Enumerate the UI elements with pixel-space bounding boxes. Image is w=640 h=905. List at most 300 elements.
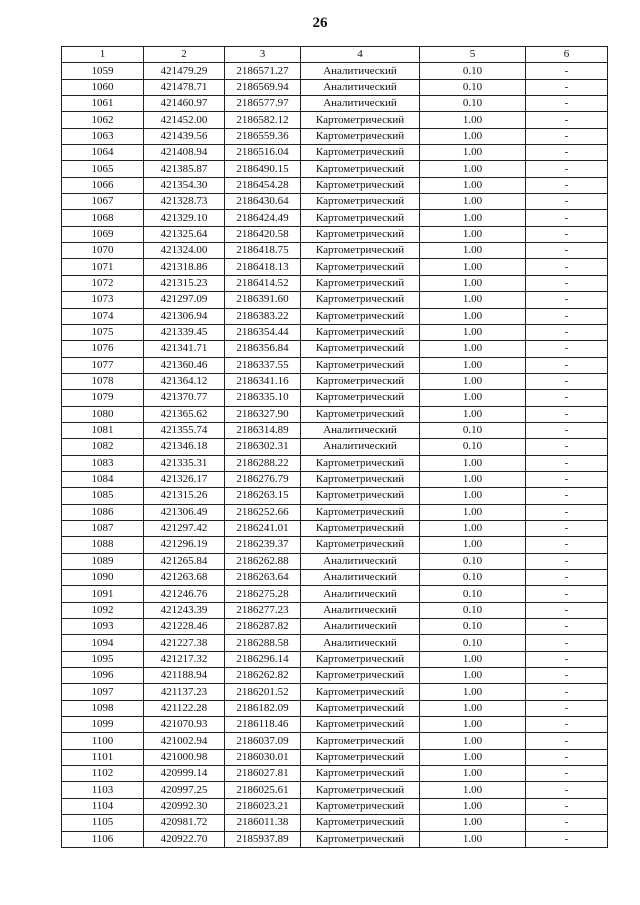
x-coordinate-cell: 421297.42 [144, 520, 225, 536]
y-coordinate-cell: 2186559.36 [225, 128, 301, 144]
point-number-cell: 1061 [62, 96, 144, 112]
table-row [62, 700, 608, 716]
y-coordinate-cell: 2186262.88 [225, 553, 301, 569]
x-coordinate-cell: 421355.74 [144, 422, 225, 438]
accuracy-cell: 1.00 [420, 324, 526, 340]
column-header: 1 [62, 47, 144, 63]
y-coordinate-cell: 2186418.13 [225, 259, 301, 275]
note-cell: - [526, 226, 608, 242]
x-coordinate-cell: 421246.76 [144, 586, 225, 602]
accuracy-cell: 1.00 [420, 488, 526, 504]
point-number-cell: 1063 [62, 128, 144, 144]
y-coordinate-cell: 2186454.28 [225, 177, 301, 193]
note-cell: - [526, 831, 608, 847]
accuracy-cell: 1.00 [420, 717, 526, 733]
accuracy-cell: 1.00 [420, 112, 526, 128]
y-coordinate-cell: 2186025.61 [225, 782, 301, 798]
accuracy-cell: 0.10 [420, 602, 526, 618]
note-cell: - [526, 700, 608, 716]
note-cell: - [526, 63, 608, 79]
x-coordinate-cell: 421328.73 [144, 194, 225, 210]
accuracy-cell: 0.10 [420, 586, 526, 602]
x-coordinate-cell: 421263.68 [144, 570, 225, 586]
method-cell: Аналитический [301, 79, 420, 95]
note-cell: - [526, 553, 608, 569]
point-number-cell: 1101 [62, 749, 144, 765]
y-coordinate-cell: 2186263.64 [225, 570, 301, 586]
point-number-cell: 1090 [62, 570, 144, 586]
note-cell: - [526, 455, 608, 471]
accuracy-cell: 1.00 [420, 145, 526, 161]
table-row [62, 635, 608, 651]
point-number-cell: 1081 [62, 422, 144, 438]
table-row [62, 177, 608, 193]
point-number-cell: 1062 [62, 112, 144, 128]
y-coordinate-cell: 2186424.49 [225, 210, 301, 226]
point-number-cell: 1078 [62, 373, 144, 389]
note-cell: - [526, 570, 608, 586]
y-coordinate-cell: 2186327.90 [225, 406, 301, 422]
note-cell: - [526, 259, 608, 275]
y-coordinate-cell: 2186027.81 [225, 766, 301, 782]
y-coordinate-cell: 2186314.89 [225, 422, 301, 438]
note-cell: - [526, 602, 608, 618]
y-coordinate-cell: 2186201.52 [225, 684, 301, 700]
y-coordinate-cell: 2186296.14 [225, 651, 301, 667]
method-cell: Аналитический [301, 553, 420, 569]
accuracy-cell: 0.10 [420, 96, 526, 112]
table-row [62, 668, 608, 684]
table-row [62, 292, 608, 308]
accuracy-cell: 1.00 [420, 782, 526, 798]
method-cell: Картометрический [301, 504, 420, 520]
point-number-cell: 1102 [62, 766, 144, 782]
table-row [62, 717, 608, 733]
x-coordinate-cell: 420997.25 [144, 782, 225, 798]
y-coordinate-cell: 2186263.15 [225, 488, 301, 504]
point-number-cell: 1086 [62, 504, 144, 520]
accuracy-cell: 0.10 [420, 422, 526, 438]
method-cell: Аналитический [301, 635, 420, 651]
note-cell: - [526, 292, 608, 308]
method-cell: Аналитический [301, 63, 420, 79]
y-coordinate-cell: 2186577.97 [225, 96, 301, 112]
method-cell: Картометрический [301, 488, 420, 504]
table-row [62, 324, 608, 340]
page-number: 26 [312, 15, 328, 31]
note-cell: - [526, 782, 608, 798]
table-row [62, 63, 608, 79]
accuracy-cell: 1.00 [420, 390, 526, 406]
accuracy-cell: 0.10 [420, 635, 526, 651]
x-coordinate-cell: 421385.87 [144, 161, 225, 177]
method-cell: Картометрический [301, 537, 420, 553]
accuracy-cell: 1.00 [420, 815, 526, 831]
x-coordinate-cell: 421243.39 [144, 602, 225, 618]
table-row [62, 210, 608, 226]
x-coordinate-cell: 421335.31 [144, 455, 225, 471]
point-number-cell: 1096 [62, 668, 144, 684]
x-coordinate-cell: 421122.28 [144, 700, 225, 716]
method-cell: Аналитический [301, 439, 420, 455]
y-coordinate-cell: 2186288.22 [225, 455, 301, 471]
method-cell: Аналитический [301, 602, 420, 618]
table-row [62, 112, 608, 128]
y-coordinate-cell: 2186582.12 [225, 112, 301, 128]
accuracy-cell: 1.00 [420, 292, 526, 308]
x-coordinate-cell: 421318.86 [144, 259, 225, 275]
accuracy-cell: 1.00 [420, 128, 526, 144]
point-number-cell: 1075 [62, 324, 144, 340]
x-coordinate-cell: 421227.38 [144, 635, 225, 651]
column-header: 3 [225, 47, 301, 63]
x-coordinate-cell: 421296.19 [144, 537, 225, 553]
point-number-cell: 1059 [62, 63, 144, 79]
x-coordinate-cell: 421439.56 [144, 128, 225, 144]
point-number-cell: 1073 [62, 292, 144, 308]
note-cell: - [526, 161, 608, 177]
table-row [62, 782, 608, 798]
accuracy-cell: 1.00 [420, 700, 526, 716]
table-row [62, 406, 608, 422]
method-cell: Картометрический [301, 520, 420, 536]
method-cell: Картометрический [301, 733, 420, 749]
method-cell: Картометрический [301, 210, 420, 226]
x-coordinate-cell: 421325.64 [144, 226, 225, 242]
point-number-cell: 1085 [62, 488, 144, 504]
note-cell: - [526, 96, 608, 112]
table-row [62, 341, 608, 357]
note-cell: - [526, 439, 608, 455]
point-number-cell: 1070 [62, 243, 144, 259]
method-cell: Картометрический [301, 651, 420, 667]
point-number-cell: 1103 [62, 782, 144, 798]
method-cell: Картометрический [301, 455, 420, 471]
accuracy-cell: 1.00 [420, 341, 526, 357]
accuracy-cell: 0.10 [420, 439, 526, 455]
table-row [62, 259, 608, 275]
accuracy-cell: 1.00 [420, 537, 526, 553]
note-cell: - [526, 537, 608, 553]
point-number-cell: 1074 [62, 308, 144, 324]
x-coordinate-cell: 421265.84 [144, 553, 225, 569]
point-number-cell: 1080 [62, 406, 144, 422]
x-coordinate-cell: 421452.00 [144, 112, 225, 128]
method-cell: Картометрический [301, 357, 420, 373]
accuracy-cell: 0.10 [420, 79, 526, 95]
x-coordinate-cell: 421315.23 [144, 275, 225, 291]
point-number-cell: 1069 [62, 226, 144, 242]
table-row [62, 537, 608, 553]
y-coordinate-cell: 2186490.15 [225, 161, 301, 177]
table-row [62, 815, 608, 831]
note-cell: - [526, 324, 608, 340]
x-coordinate-cell: 421370.77 [144, 390, 225, 406]
method-cell: Аналитический [301, 570, 420, 586]
table-row [62, 488, 608, 504]
note-cell: - [526, 112, 608, 128]
note-cell: - [526, 145, 608, 161]
y-coordinate-cell: 2186239.37 [225, 537, 301, 553]
method-cell: Картометрический [301, 275, 420, 291]
table-row [62, 226, 608, 242]
x-coordinate-cell: 421478.71 [144, 79, 225, 95]
y-coordinate-cell: 2186288.58 [225, 635, 301, 651]
note-cell: - [526, 651, 608, 667]
method-cell: Картометрический [301, 226, 420, 242]
point-number-cell: 1067 [62, 194, 144, 210]
y-coordinate-cell: 2186430.64 [225, 194, 301, 210]
method-cell: Картометрический [301, 128, 420, 144]
table-body [62, 63, 608, 848]
point-number-cell: 1076 [62, 341, 144, 357]
y-coordinate-cell: 2186356.84 [225, 341, 301, 357]
y-coordinate-cell: 2186252.66 [225, 504, 301, 520]
x-coordinate-cell: 421137.23 [144, 684, 225, 700]
table-row [62, 243, 608, 259]
point-number-cell: 1099 [62, 717, 144, 733]
note-cell: - [526, 194, 608, 210]
accuracy-cell: 1.00 [420, 275, 526, 291]
x-coordinate-cell: 421002.94 [144, 733, 225, 749]
note-cell: - [526, 210, 608, 226]
method-cell: Картометрический [301, 717, 420, 733]
y-coordinate-cell: 2186118.46 [225, 717, 301, 733]
y-coordinate-cell: 2186391.60 [225, 292, 301, 308]
accuracy-cell: 0.10 [420, 553, 526, 569]
x-coordinate-cell: 421315.26 [144, 488, 225, 504]
table-row [62, 733, 608, 749]
point-number-cell: 1100 [62, 733, 144, 749]
column-header: 5 [420, 47, 526, 63]
table-row [62, 831, 608, 847]
y-coordinate-cell: 2186383.22 [225, 308, 301, 324]
header-row [62, 47, 608, 63]
y-coordinate-cell: 2186182.09 [225, 700, 301, 716]
y-coordinate-cell: 2186335.10 [225, 390, 301, 406]
accuracy-cell: 1.00 [420, 210, 526, 226]
method-cell: Картометрический [301, 177, 420, 193]
accuracy-cell: 1.00 [420, 406, 526, 422]
note-cell: - [526, 243, 608, 259]
coordinates-table [61, 46, 608, 848]
note-cell: - [526, 520, 608, 536]
accuracy-cell: 1.00 [420, 798, 526, 814]
table-row [62, 194, 608, 210]
note-cell: - [526, 390, 608, 406]
y-coordinate-cell: 2186569.94 [225, 79, 301, 95]
y-coordinate-cell: 2186302.31 [225, 439, 301, 455]
x-coordinate-cell: 420981.72 [144, 815, 225, 831]
table-row [62, 471, 608, 487]
method-cell: Картометрический [301, 324, 420, 340]
x-coordinate-cell: 421346.18 [144, 439, 225, 455]
x-coordinate-cell: 421306.94 [144, 308, 225, 324]
accuracy-cell: 1.00 [420, 455, 526, 471]
column-header: 2 [144, 47, 225, 63]
method-cell: Картометрический [301, 831, 420, 847]
table-row [62, 684, 608, 700]
accuracy-cell: 1.00 [420, 259, 526, 275]
point-number-cell: 1089 [62, 553, 144, 569]
y-coordinate-cell: 2186277.23 [225, 602, 301, 618]
point-number-cell: 1072 [62, 275, 144, 291]
accuracy-cell: 1.00 [420, 733, 526, 749]
point-number-cell: 1087 [62, 520, 144, 536]
table-row [62, 651, 608, 667]
method-cell: Картометрический [301, 749, 420, 765]
accuracy-cell: 1.00 [420, 471, 526, 487]
table-row [62, 586, 608, 602]
accuracy-cell: 1.00 [420, 357, 526, 373]
table-row [62, 275, 608, 291]
point-number-cell: 1088 [62, 537, 144, 553]
y-coordinate-cell: 2185937.89 [225, 831, 301, 847]
note-cell: - [526, 815, 608, 831]
y-coordinate-cell: 2186276.79 [225, 471, 301, 487]
point-number-cell: 1105 [62, 815, 144, 831]
point-number-cell: 1077 [62, 357, 144, 373]
note-cell: - [526, 619, 608, 635]
point-number-cell: 1097 [62, 684, 144, 700]
note-cell: - [526, 586, 608, 602]
method-cell: Картометрический [301, 145, 420, 161]
note-cell: - [526, 749, 608, 765]
table-row [62, 455, 608, 471]
point-number-cell: 1082 [62, 439, 144, 455]
table-row [62, 749, 608, 765]
method-cell: Картометрический [301, 782, 420, 798]
note-cell: - [526, 406, 608, 422]
column-header: 6 [526, 47, 608, 63]
accuracy-cell: 1.00 [420, 684, 526, 700]
x-coordinate-cell: 421408.94 [144, 145, 225, 161]
method-cell: Аналитический [301, 619, 420, 635]
point-number-cell: 1065 [62, 161, 144, 177]
method-cell: Картометрический [301, 112, 420, 128]
y-coordinate-cell: 2186341.16 [225, 373, 301, 389]
accuracy-cell: 1.00 [420, 831, 526, 847]
accuracy-cell: 1.00 [420, 651, 526, 667]
note-cell: - [526, 177, 608, 193]
method-cell: Картометрический [301, 259, 420, 275]
method-cell: Картометрический [301, 341, 420, 357]
method-cell: Картометрический [301, 668, 420, 684]
note-cell: - [526, 717, 608, 733]
x-coordinate-cell: 421326.17 [144, 471, 225, 487]
method-cell: Картометрический [301, 292, 420, 308]
point-number-cell: 1084 [62, 471, 144, 487]
table-row [62, 766, 608, 782]
x-coordinate-cell: 420999.14 [144, 766, 225, 782]
point-number-cell: 1071 [62, 259, 144, 275]
method-cell: Картометрический [301, 471, 420, 487]
point-number-cell: 1091 [62, 586, 144, 602]
accuracy-cell: 1.00 [420, 766, 526, 782]
x-coordinate-cell: 421360.46 [144, 357, 225, 373]
method-cell: Картометрический [301, 406, 420, 422]
point-number-cell: 1104 [62, 798, 144, 814]
y-coordinate-cell: 2186023.21 [225, 798, 301, 814]
table-row [62, 145, 608, 161]
note-cell: - [526, 341, 608, 357]
note-cell: - [526, 798, 608, 814]
x-coordinate-cell: 421297.09 [144, 292, 225, 308]
x-coordinate-cell: 421364.12 [144, 373, 225, 389]
y-coordinate-cell: 2186037.09 [225, 733, 301, 749]
note-cell: - [526, 373, 608, 389]
table-row [62, 439, 608, 455]
x-coordinate-cell: 421479.29 [144, 63, 225, 79]
table-row [62, 308, 608, 324]
table-row [62, 96, 608, 112]
method-cell: Картометрический [301, 243, 420, 259]
table-row [62, 357, 608, 373]
note-cell: - [526, 79, 608, 95]
note-cell: - [526, 684, 608, 700]
y-coordinate-cell: 2186262.82 [225, 668, 301, 684]
note-cell: - [526, 471, 608, 487]
point-number-cell: 1094 [62, 635, 144, 651]
note-cell: - [526, 766, 608, 782]
y-coordinate-cell: 2186337.55 [225, 357, 301, 373]
x-coordinate-cell: 421354.30 [144, 177, 225, 193]
x-coordinate-cell: 421324.00 [144, 243, 225, 259]
table-row [62, 553, 608, 569]
point-number-cell: 1068 [62, 210, 144, 226]
accuracy-cell: 0.10 [420, 63, 526, 79]
method-cell: Картометрический [301, 766, 420, 782]
method-cell: Картометрический [301, 308, 420, 324]
column-header: 4 [301, 47, 420, 63]
accuracy-cell: 1.00 [420, 520, 526, 536]
table-row [62, 602, 608, 618]
y-coordinate-cell: 2186287.82 [225, 619, 301, 635]
table-row [62, 504, 608, 520]
point-number-cell: 1060 [62, 79, 144, 95]
x-coordinate-cell: 421306.49 [144, 504, 225, 520]
accuracy-cell: 0.10 [420, 619, 526, 635]
method-cell: Картометрический [301, 700, 420, 716]
y-coordinate-cell: 2186516.04 [225, 145, 301, 161]
y-coordinate-cell: 2186414.52 [225, 275, 301, 291]
accuracy-cell: 0.10 [420, 570, 526, 586]
method-cell: Картометрический [301, 684, 420, 700]
y-coordinate-cell: 2186030.01 [225, 749, 301, 765]
note-cell: - [526, 422, 608, 438]
point-number-cell: 1064 [62, 145, 144, 161]
y-coordinate-cell: 2186011.38 [225, 815, 301, 831]
accuracy-cell: 1.00 [420, 177, 526, 193]
note-cell: - [526, 668, 608, 684]
note-cell: - [526, 308, 608, 324]
accuracy-cell: 1.00 [420, 749, 526, 765]
y-coordinate-cell: 2186275.28 [225, 586, 301, 602]
x-coordinate-cell: 421000.98 [144, 749, 225, 765]
method-cell: Картометрический [301, 390, 420, 406]
point-number-cell: 1098 [62, 700, 144, 716]
accuracy-cell: 1.00 [420, 308, 526, 324]
x-coordinate-cell: 421339.45 [144, 324, 225, 340]
x-coordinate-cell: 421228.46 [144, 619, 225, 635]
table-row [62, 422, 608, 438]
note-cell: - [526, 635, 608, 651]
x-coordinate-cell: 421341.71 [144, 341, 225, 357]
method-cell: Картометрический [301, 798, 420, 814]
point-number-cell: 1083 [62, 455, 144, 471]
note-cell: - [526, 488, 608, 504]
table-row [62, 373, 608, 389]
